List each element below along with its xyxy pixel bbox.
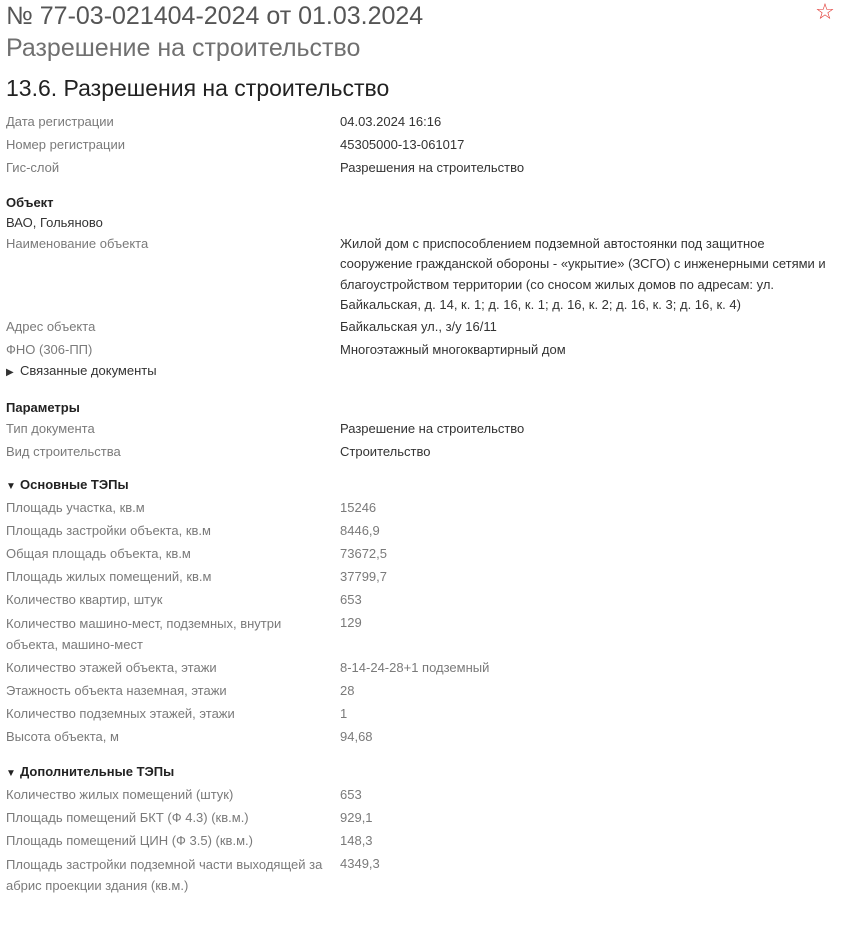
field-value: 4349,3 xyxy=(340,855,380,871)
field-value: 8446,9 xyxy=(340,522,380,538)
field-label: Общая площадь объекта, кв.м xyxy=(6,545,191,561)
field-label: Вид строительства xyxy=(6,444,121,459)
main-tep-block xyxy=(6,477,836,747)
extra-tep-toggle[interactable] xyxy=(6,764,836,782)
field-row xyxy=(6,681,836,701)
main-tep-toggle[interactable] xyxy=(6,477,836,495)
field-value: Байкальская ул., з/у 16/11 xyxy=(340,318,497,334)
field-label: ФНО (306-ПП) xyxy=(6,341,93,357)
field-value: 653 xyxy=(340,786,362,802)
field-value: Жилой дом с приспособлением подземной автостоянки под защитное сооружение гражданской обороны - «укрытие» (ЗСГО) с инженерными сетями и благоустройством территории (со сносом жилых домов по адресам: ул. Байкальская, д. 14, к. 1; д. 16, к. 1; д. 16, к. 2; д. 16, к. 3; д. 16, к. 4) xyxy=(340,235,826,312)
star-icon[interactable]: ☆ xyxy=(815,0,835,24)
category-title: 13.6. Разрешения на строительство xyxy=(6,75,390,101)
field-value: 15246 xyxy=(340,499,377,515)
field-value: 148,3 xyxy=(340,832,373,848)
field-row xyxy=(6,419,836,439)
field-row xyxy=(6,135,836,155)
field-label: Площадь застройки объекта, кв.м xyxy=(6,522,211,538)
extra-tep-block xyxy=(6,764,836,896)
field-label: Гис-слой xyxy=(6,160,60,175)
document-card xyxy=(6,0,836,896)
field-value: 8-14-24-28+1 подземный xyxy=(340,660,490,675)
field-row xyxy=(6,808,836,828)
field-label: Адрес объекта xyxy=(6,318,96,334)
field-row xyxy=(6,854,836,896)
field-value: 45305000-13-061017 xyxy=(340,137,465,152)
field-label: Площадь помещений БКТ (Ф 4.3) (кв.м.) xyxy=(6,809,249,825)
field-label: Количество подземных этажей, этажи xyxy=(6,706,235,721)
field-row xyxy=(6,340,836,360)
field-label: Тип документа xyxy=(6,421,95,436)
section-title-extra-tep: Дополнительные ТЭПы xyxy=(20,763,175,779)
field-value: Строительство xyxy=(340,444,431,459)
field-row xyxy=(6,234,836,316)
field-label: Площадь помещений ЦИН (Ф 3.5) (кв.м.) xyxy=(6,832,253,848)
field-row xyxy=(6,704,836,724)
field-row xyxy=(6,498,836,518)
field-label: Высота объекта, м xyxy=(6,729,119,744)
field-label: Количество жилых помещений (штук) xyxy=(6,786,234,802)
field-label: Этажность объекта наземная, этажи xyxy=(6,683,227,698)
field-row xyxy=(6,158,836,178)
field-row xyxy=(6,521,836,541)
field-label: Количество машино-мест, подземных, внутри объекта, машино-мест xyxy=(6,615,282,652)
field-row xyxy=(6,785,836,805)
document-type-title: Разрешение на строительство xyxy=(6,34,361,62)
field-label: Количество этажей объекта, этажи xyxy=(6,660,217,675)
field-label: Наименование объекта xyxy=(6,235,149,251)
field-row xyxy=(6,317,836,337)
field-label: Номер регистрации xyxy=(6,137,125,152)
field-row xyxy=(6,544,836,564)
related-docs-toggle[interactable] xyxy=(6,361,836,382)
params-block xyxy=(6,400,836,462)
field-value: 94,68 xyxy=(340,729,373,744)
field-row xyxy=(6,831,836,851)
object-district: ВАО, Гольяново xyxy=(6,214,103,230)
registration-block xyxy=(6,112,836,178)
field-label: Количество квартир, штук xyxy=(6,591,163,607)
field-label: Дата регистрации xyxy=(6,114,114,129)
field-value: 73672,5 xyxy=(340,545,387,561)
field-label: Площадь жилых помещений, кв.м xyxy=(6,568,212,584)
field-row xyxy=(6,658,836,678)
field-value: 129 xyxy=(340,614,362,630)
field-value: 28 xyxy=(340,683,355,698)
triangle-down-icon: ▼ xyxy=(6,480,16,492)
field-value: 929,1 xyxy=(340,809,373,825)
object-block xyxy=(6,195,836,383)
triangle-down-icon: ▼ xyxy=(6,767,16,779)
field-row xyxy=(6,112,836,132)
field-label: Площадь участка, кв.м xyxy=(6,499,145,515)
field-row xyxy=(6,590,836,610)
field-value: Разрешение на строительство xyxy=(340,421,525,436)
section-title-params: Параметры xyxy=(6,400,80,415)
section-title-object: Объект xyxy=(6,194,54,210)
field-row xyxy=(6,567,836,587)
field-value: 1 xyxy=(340,706,348,721)
field-value: 37799,7 xyxy=(340,568,387,584)
field-value: Многоэтажный многоквартирный дом xyxy=(340,341,566,357)
field-value: 04.03.2024 16:16 xyxy=(340,114,442,129)
field-row xyxy=(6,613,836,655)
field-row xyxy=(6,442,836,462)
field-label: Площадь застройки подземной части выходящей за абрис проекции здания (кв.м.) xyxy=(6,856,323,893)
field-value: 653 xyxy=(340,591,362,607)
section-title-main-tep: Основные ТЭПы xyxy=(20,476,129,492)
document-number-title: № 77-03-021404-2024 от 01.03.2024 xyxy=(6,2,424,30)
field-row xyxy=(6,727,836,747)
triangle-right-icon: ▶ xyxy=(6,367,14,378)
related-docs-label: Связанные документы xyxy=(20,363,157,378)
field-value: Разрешения на строительство xyxy=(340,160,525,175)
